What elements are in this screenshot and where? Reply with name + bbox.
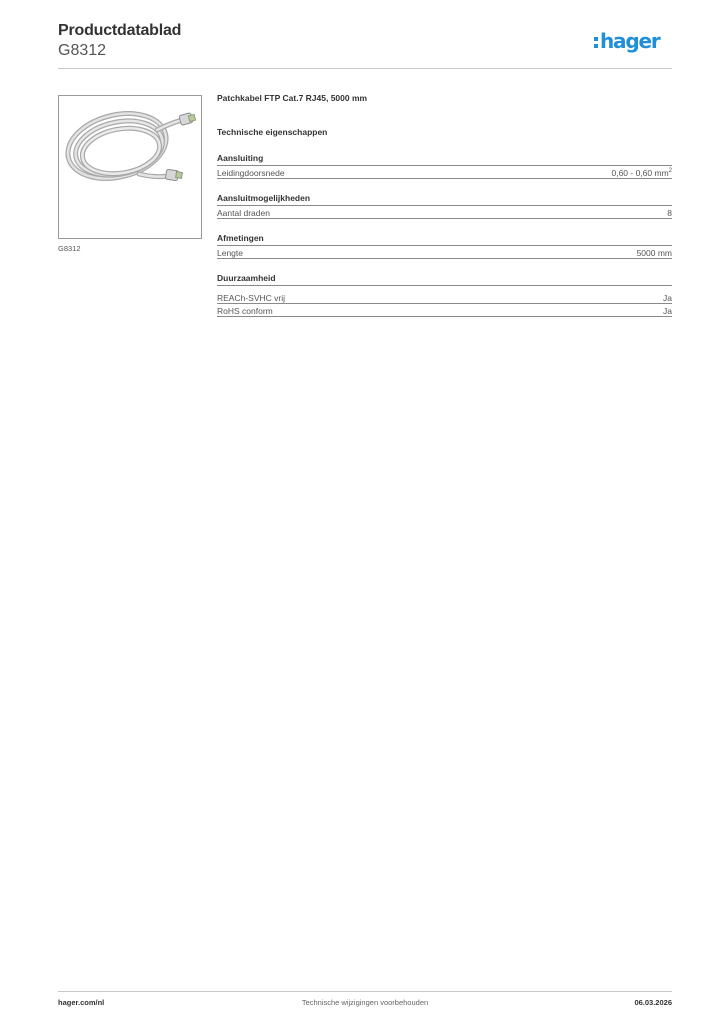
spec-label: RoHS conform [217,306,273,316]
logo-dot-bottom [594,44,598,48]
spec-value: 0,60 - 0,60 $mm^2$ [611,168,672,178]
header-divider [58,68,672,69]
section-afmetingen [217,233,672,259]
section-title: Duurzaamheid [217,273,672,286]
section-duurzaamheid [217,273,672,317]
spec-row [217,206,672,219]
disclaimer-text: Technische wijzigingen voorbehouden [301,998,429,1007]
document-header [58,22,181,60]
product-name: Patchkabel FTP Cat.7 RJ45, 5000 mm [217,93,368,103]
image-caption: G8312 [58,244,81,253]
section-aansluiting [217,153,672,179]
footer-divider [58,991,672,992]
spec-row [217,291,672,304]
hager-logo [592,27,672,57]
patch-cable-image [59,96,201,238]
spec-row [217,166,672,179]
product-image-frame [58,95,202,239]
spec-value: Ja [663,293,672,303]
spec-value: Ja [663,306,672,316]
spec-label: REACh-SVHC vrij [217,293,286,303]
section-title: Afmetingen [217,233,672,246]
spec-value: 8 [667,208,672,218]
product-code: G8312 [58,42,107,59]
spec-value: 5000 mm [636,248,672,258]
document-date: 06.03.2026 [634,998,672,1007]
product-details [217,92,672,317]
spec-label: Leidingdoorsnede [217,168,285,178]
technical-properties-heading: Technische eigenschappen [217,127,328,137]
spec-label: Aantal draden [217,208,270,218]
section-aansluitmogelijkheden [217,193,672,219]
spec-row [217,246,672,259]
logo-wordmark: hager [600,29,660,53]
section-title: Aansluitmogelijkheden [217,193,672,206]
document-title: Productdatablad [58,22,182,39]
logo-dot-top [594,37,598,41]
section-title: Aansluiting [217,153,672,166]
website-link[interactable]: hager.com/nl [58,998,105,1007]
spec-label: Lengte [217,248,243,258]
spec-row [217,304,672,317]
